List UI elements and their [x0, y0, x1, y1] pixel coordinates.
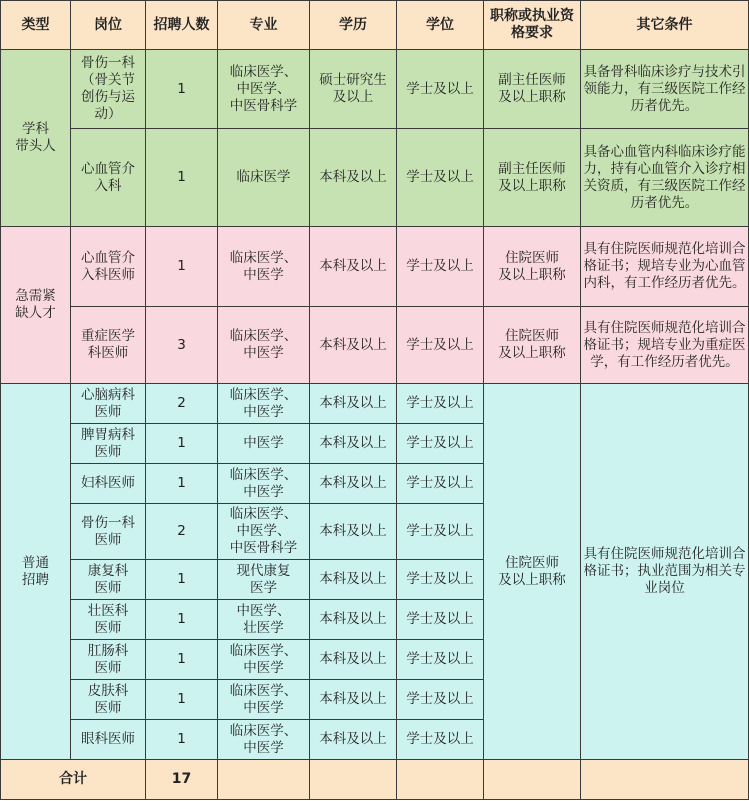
position-cell: 心血管介 入科 [71, 129, 146, 227]
header-position: 岗位 [71, 1, 146, 50]
count-cell: 1 [146, 50, 218, 129]
total-label: 合计 [1, 760, 146, 800]
education-cell: 本科及以上 [310, 680, 397, 720]
title-cell: 住院医师 及以上职称 [484, 384, 581, 760]
major-cell: 临床医学、 中医学 [218, 720, 310, 760]
header-degree: 学位 [397, 1, 484, 50]
position-cell: 壮医科 医师 [71, 600, 146, 640]
education-cell: 本科及以上 [310, 307, 397, 384]
total-empty-cell [397, 760, 484, 800]
header-education: 学历 [310, 1, 397, 50]
position-cell: 皮肤科 医师 [71, 680, 146, 720]
position-cell: 眼科医师 [71, 720, 146, 760]
major-cell: 现代康复 医学 [218, 560, 310, 600]
count-cell: 1 [146, 600, 218, 640]
header-title: 职称或执业资 格要求 [484, 1, 581, 50]
total-empty-cell [310, 760, 397, 800]
other-cell: 具有住院医师规范化培训合格证书；规培专业为重症医学，有工作经历者优先。 [581, 307, 749, 384]
degree-cell: 学士及以上 [397, 129, 484, 227]
major-cell: 临床医学、 中医学、 中医骨科学 [218, 50, 310, 129]
degree-cell: 学士及以上 [397, 50, 484, 129]
education-cell: 本科及以上 [310, 720, 397, 760]
total-empty-cell [218, 760, 310, 800]
degree-cell: 学士及以上 [397, 600, 484, 640]
position-cell: 心脑病科 医师 [71, 384, 146, 424]
major-cell: 临床医学、 中医学 [218, 384, 310, 424]
degree-cell: 学士及以上 [397, 720, 484, 760]
degree-cell: 学士及以上 [397, 464, 484, 504]
title-cell: 住院医师 及以上职称 [484, 227, 581, 307]
header-other: 其它条件 [581, 1, 749, 50]
education-cell: 本科及以上 [310, 640, 397, 680]
major-cell: 中医学 [218, 424, 310, 464]
education-cell: 本科及以上 [310, 504, 397, 560]
other-cell: 具备骨科临床诊疗与技术引领能力，有三级医院工作经历者优先。 [581, 50, 749, 129]
major-cell: 临床医学、 中医学 [218, 227, 310, 307]
table-row [1, 227, 749, 307]
count-cell: 1 [146, 227, 218, 307]
table-row [1, 384, 749, 424]
degree-cell: 学士及以上 [397, 227, 484, 307]
degree-cell: 学士及以上 [397, 680, 484, 720]
education-cell: 本科及以上 [310, 424, 397, 464]
header-row [1, 1, 749, 50]
count-cell: 1 [146, 640, 218, 680]
education-cell: 本科及以上 [310, 560, 397, 600]
education-cell: 本科及以上 [310, 129, 397, 227]
position-cell: 妇科医师 [71, 464, 146, 504]
education-cell: 本科及以上 [310, 600, 397, 640]
title-cell: 副主任医师 及以上职称 [484, 129, 581, 227]
degree-cell: 学士及以上 [397, 307, 484, 384]
header-count: 招聘人数 [146, 1, 218, 50]
major-cell: 临床医学、 中医学 [218, 640, 310, 680]
header-major: 专业 [218, 1, 310, 50]
table-row [1, 50, 749, 129]
position-cell: 康复科 医师 [71, 560, 146, 600]
type-cell: 急需紧 缺人才 [1, 227, 71, 384]
degree-cell: 学士及以上 [397, 424, 484, 464]
position-cell: 肛肠科 医师 [71, 640, 146, 680]
major-cell: 临床医学、 中医学 [218, 464, 310, 504]
position-cell: 重症医学 科医师 [71, 307, 146, 384]
major-cell: 中医学、 壮医学 [218, 600, 310, 640]
position-cell: 心血管介 入科医师 [71, 227, 146, 307]
total-count: 17 [146, 760, 218, 800]
other-cell: 具备心血管内科临床诊疗能力，持有心血管介入诊疗相关资质，有三级医院工作经历者优先。 [581, 129, 749, 227]
total-row [1, 760, 749, 800]
education-cell: 本科及以上 [310, 227, 397, 307]
major-cell: 临床医学、 中医学 [218, 680, 310, 720]
total-empty-cell [484, 760, 581, 800]
table-row [1, 307, 749, 384]
header-type: 类型 [1, 1, 71, 50]
title-cell: 住院医师 及以上职称 [484, 307, 581, 384]
count-cell: 1 [146, 464, 218, 504]
major-cell: 临床医学、 中医学 [218, 307, 310, 384]
count-cell: 2 [146, 384, 218, 424]
degree-cell: 学士及以上 [397, 640, 484, 680]
major-cell: 临床医学、 中医学、 中医骨科学 [218, 504, 310, 560]
degree-cell: 学士及以上 [397, 560, 484, 600]
count-cell: 1 [146, 424, 218, 464]
education-cell: 本科及以上 [310, 384, 397, 424]
count-cell: 3 [146, 307, 218, 384]
other-cell: 具有住院医师规范化培训合格证书；规培专业为心血管内科，有工作经历者优先。 [581, 227, 749, 307]
position-cell: 脾胃病科 医师 [71, 424, 146, 464]
table-row [1, 129, 749, 227]
count-cell: 1 [146, 680, 218, 720]
count-cell: 1 [146, 720, 218, 760]
title-cell: 副主任医师 及以上职称 [484, 50, 581, 129]
major-cell: 临床医学 [218, 129, 310, 227]
education-cell: 本科及以上 [310, 464, 397, 504]
type-cell: 学科 带头人 [1, 50, 71, 227]
count-cell: 1 [146, 129, 218, 227]
count-cell: 2 [146, 504, 218, 560]
type-cell: 普通 招聘 [1, 384, 71, 760]
total-empty-cell [581, 760, 749, 800]
position-cell: 骨伤一科 （骨关节 创伤与运 动） [71, 50, 146, 129]
degree-cell: 学士及以上 [397, 504, 484, 560]
position-cell: 骨伤一科 医师 [71, 504, 146, 560]
count-cell: 1 [146, 560, 218, 600]
other-cell: 具有住院医师规范化培训合格证书；执业范围为相关专业岗位 [581, 384, 749, 760]
degree-cell: 学士及以上 [397, 384, 484, 424]
education-cell: 硕士研究生 及以上 [310, 50, 397, 129]
